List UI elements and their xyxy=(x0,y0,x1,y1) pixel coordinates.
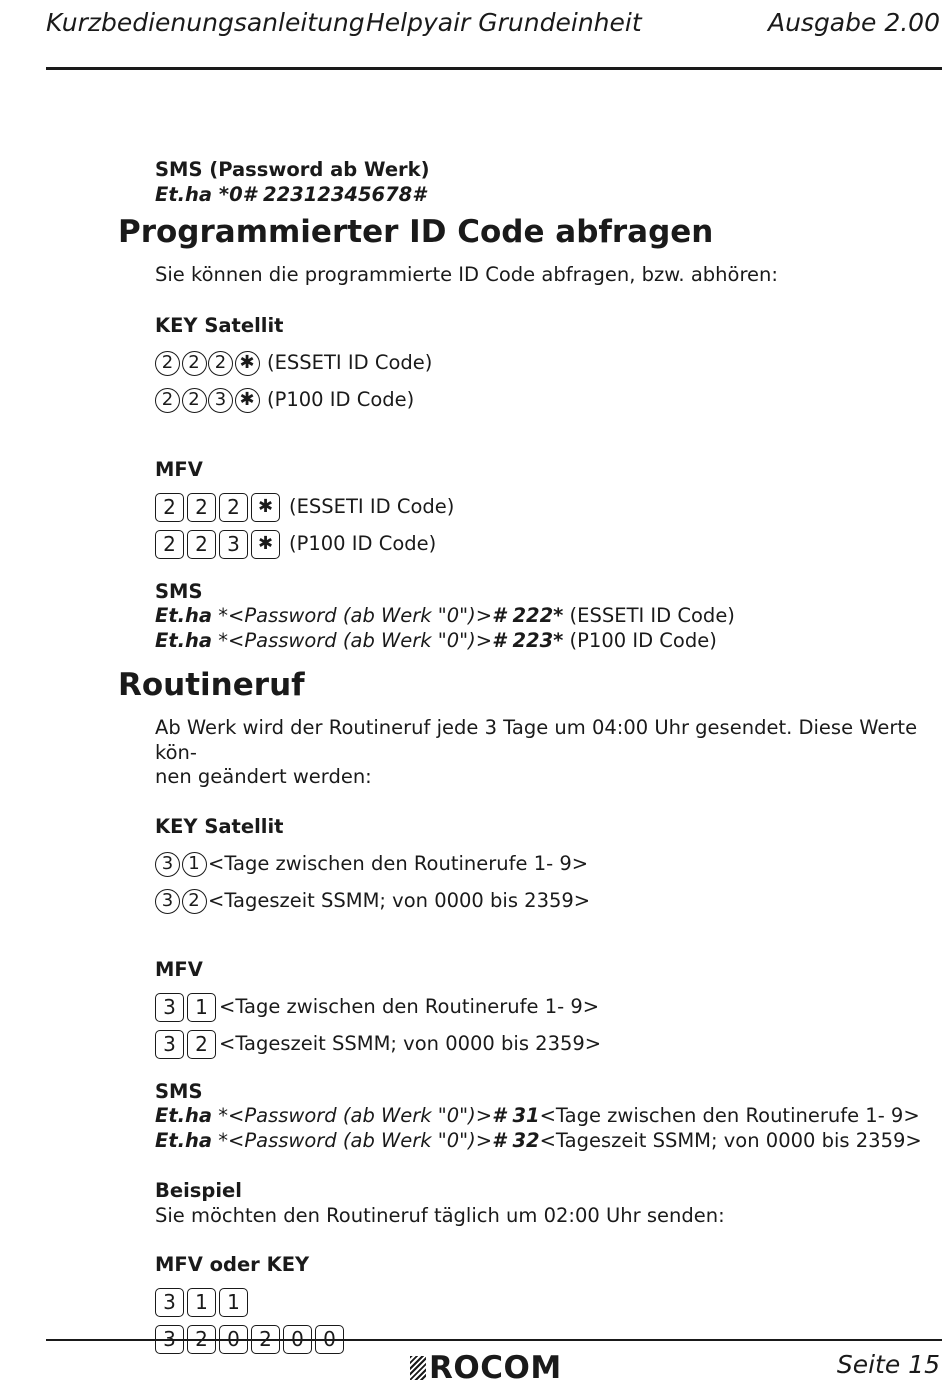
sms-prefix: Et.ha xyxy=(155,628,213,652)
sms-description: (P100 ID Code) xyxy=(563,628,717,652)
key-glyph: 2 xyxy=(188,352,200,374)
document-subtitle: Helpyair Grundeinheit xyxy=(366,8,642,37)
sms-description: (ESSETI ID Code) xyxy=(563,604,735,627)
key-sequence-row xyxy=(155,1284,935,1321)
circled-key-2 xyxy=(208,351,233,376)
key-sequence-row xyxy=(155,382,935,419)
keypad-key-3 xyxy=(155,1288,184,1317)
key-sequence-description: <Tageszeit SSMM; von 0000 bis 2359> xyxy=(208,889,591,913)
sms-prefix: Et.ha xyxy=(155,1104,213,1127)
footer-rule xyxy=(46,1339,942,1341)
sms-password: *<Password (ab Werk "0")> xyxy=(212,628,493,652)
key-glyph: 2 xyxy=(214,352,227,374)
sms-password: *<Password (ab Werk "0")> xyxy=(212,1128,493,1152)
sms-command-line xyxy=(155,1104,935,1129)
key-glyph: 2 xyxy=(161,352,174,374)
section2-key-sequences xyxy=(155,846,935,920)
key-sequence-row xyxy=(155,883,935,920)
key-glyph: ✱ xyxy=(257,532,274,554)
key-glyph: 3 xyxy=(163,1031,176,1056)
key-sequence-row xyxy=(155,846,935,883)
sms-prefix: Et.ha xyxy=(155,604,213,627)
section1-sms-lines xyxy=(155,604,935,653)
key-sequence-description: (ESSETI ID Code) xyxy=(267,351,433,375)
circled-key-2 xyxy=(182,889,207,914)
example-mfv-key-label: MFV oder KEY xyxy=(155,1253,310,1276)
example-label: Beispiel xyxy=(155,1179,242,1202)
key-sequence-description: (ESSETI ID Code) xyxy=(289,494,455,518)
keypad-key-3 xyxy=(155,1030,184,1059)
star-key-icon xyxy=(251,530,280,559)
section2-intro-line1: Ab Werk wird der Routineruf jede 3 Tage um 04:00 Uhr gesendet. Diese Werte kön- xyxy=(155,716,918,764)
key-glyph: 3 xyxy=(227,531,240,556)
keypad-key-2 xyxy=(187,530,216,559)
section1-key-label: KEY Satellit xyxy=(155,313,284,337)
section1-intro: Sie können die programmierte ID Code abfragen, bzw. abhören: xyxy=(155,263,778,286)
section1-key-sequences xyxy=(155,345,935,419)
section2-key-label: KEY Satellit xyxy=(155,814,284,838)
sms-description: <Tageszeit SSMM; von 0000 bis 2359> xyxy=(539,1128,922,1152)
section2-sms-lines xyxy=(155,1104,935,1153)
keypad-key-3 xyxy=(155,993,184,1022)
key-sequence-description: <Tageszeit SSMM; von 0000 bis 2359> xyxy=(219,1031,602,1055)
logo-stripes-icon xyxy=(410,1356,426,1380)
key-glyph: ✱ xyxy=(257,495,274,517)
key-sequence-row xyxy=(155,526,935,563)
intro-code: Et.ha *0# 22312345678# xyxy=(155,182,426,206)
keypad-key-3 xyxy=(219,530,248,559)
keypad-key-1 xyxy=(187,993,216,1022)
keypad-key-2 xyxy=(187,1030,216,1059)
key-glyph: 2 xyxy=(195,531,208,556)
sms-description: <Tage zwischen den Routinerufe 1- 9> xyxy=(539,1104,920,1127)
key-sequence-description: (P100 ID Code) xyxy=(267,388,415,412)
section2-mfv-sequences xyxy=(155,989,935,1063)
section1-sms-label: SMS xyxy=(155,579,203,603)
circled-key-2 xyxy=(182,388,207,413)
sms-code: # 32 xyxy=(492,1128,540,1152)
circled-key-2 xyxy=(182,351,207,376)
key-glyph: 2 xyxy=(227,494,240,519)
key-sequence-row xyxy=(155,989,935,1026)
edition-label: Ausgabe 2.00 xyxy=(767,8,940,37)
sms-command-line xyxy=(155,1129,935,1154)
section2-intro-line2: nen geändert werden: xyxy=(155,765,372,788)
section1-mfv-sequences xyxy=(155,489,935,563)
keypad-key-1 xyxy=(219,1288,248,1317)
key-sequence-description: <Tage zwischen den Routinerufe 1- 9> xyxy=(208,852,589,876)
keypad-key-2 xyxy=(187,493,216,522)
sms-command-line xyxy=(155,629,935,654)
logo-text: ROCOM xyxy=(429,1350,562,1386)
example-text: Sie möchten den Routineruf täglich um 02:00 Uhr senden: xyxy=(155,1203,725,1227)
sms-password: *<Password (ab Werk "0")> xyxy=(212,1104,493,1127)
section2-mfv-label: MFV xyxy=(155,958,203,981)
star-key-icon xyxy=(235,351,260,376)
rocom-logo xyxy=(410,1350,562,1386)
key-glyph: 1 xyxy=(195,994,208,1019)
key-glyph: 2 xyxy=(188,890,200,912)
section2-sms-label: SMS xyxy=(155,1079,203,1103)
circled-key-3 xyxy=(155,889,180,914)
section2-intro xyxy=(155,716,935,790)
section1-mfv-label: MFV xyxy=(155,458,203,481)
key-glyph: 3 xyxy=(161,853,174,875)
key-sequence-description: <Tage zwischen den Routinerufe 1- 9> xyxy=(219,994,600,1018)
key-glyph: 2 xyxy=(163,531,176,556)
key-glyph: 2 xyxy=(195,1031,208,1056)
key-glyph: 3 xyxy=(163,994,176,1019)
key-glyph: 1 xyxy=(227,1289,240,1314)
sms-prefix: Et.ha xyxy=(155,1128,213,1152)
key-sequence-row xyxy=(155,345,935,382)
key-glyph: 1 xyxy=(195,1289,208,1314)
example-sequences xyxy=(155,1284,935,1358)
key-sequence-description: (P100 ID Code) xyxy=(289,531,437,555)
circled-key-1 xyxy=(182,852,207,877)
sms-code: # 31 xyxy=(492,1104,540,1127)
key-glyph: 3 xyxy=(214,389,227,411)
star-key-icon xyxy=(251,493,280,522)
section-heading-routineruf: Routineruf xyxy=(118,667,305,703)
star-key-icon xyxy=(235,388,260,413)
circled-key-3 xyxy=(155,852,180,877)
key-glyph: 3 xyxy=(163,1289,176,1314)
key-glyph: 2 xyxy=(161,389,174,411)
sms-command-line xyxy=(155,604,935,629)
key-sequence-row xyxy=(155,1026,935,1063)
key-glyph: ✱ xyxy=(239,352,255,374)
header-rule xyxy=(46,67,942,70)
key-sequence-row xyxy=(155,489,935,526)
circled-key-2 xyxy=(155,388,180,413)
sms-code: # 222* xyxy=(492,604,564,627)
key-glyph: 2 xyxy=(163,494,176,519)
circled-key-2 xyxy=(155,351,180,376)
keypad-key-2 xyxy=(155,530,184,559)
keypad-key-2 xyxy=(155,493,184,522)
page-header xyxy=(46,8,940,42)
circled-key-3 xyxy=(208,388,233,413)
document-title: Kurzbedienungsanleitung xyxy=(46,8,365,37)
key-glyph: 3 xyxy=(161,890,174,912)
keypad-key-2 xyxy=(219,493,248,522)
sms-password: *<Password (ab Werk "0")> xyxy=(212,604,493,627)
page-number: Seite 15 xyxy=(836,1350,940,1379)
sms-code: # 223* xyxy=(492,628,564,652)
key-glyph: 2 xyxy=(188,389,200,411)
key-glyph: 2 xyxy=(195,494,208,519)
keypad-key-1 xyxy=(187,1288,216,1317)
section-heading-id-code: Programmierter ID Code abfragen xyxy=(118,214,714,250)
intro-label: SMS (Password ab Werk) xyxy=(155,158,430,181)
key-glyph: 1 xyxy=(188,853,200,875)
page-content xyxy=(118,158,935,1358)
key-glyph: ✱ xyxy=(239,389,255,411)
